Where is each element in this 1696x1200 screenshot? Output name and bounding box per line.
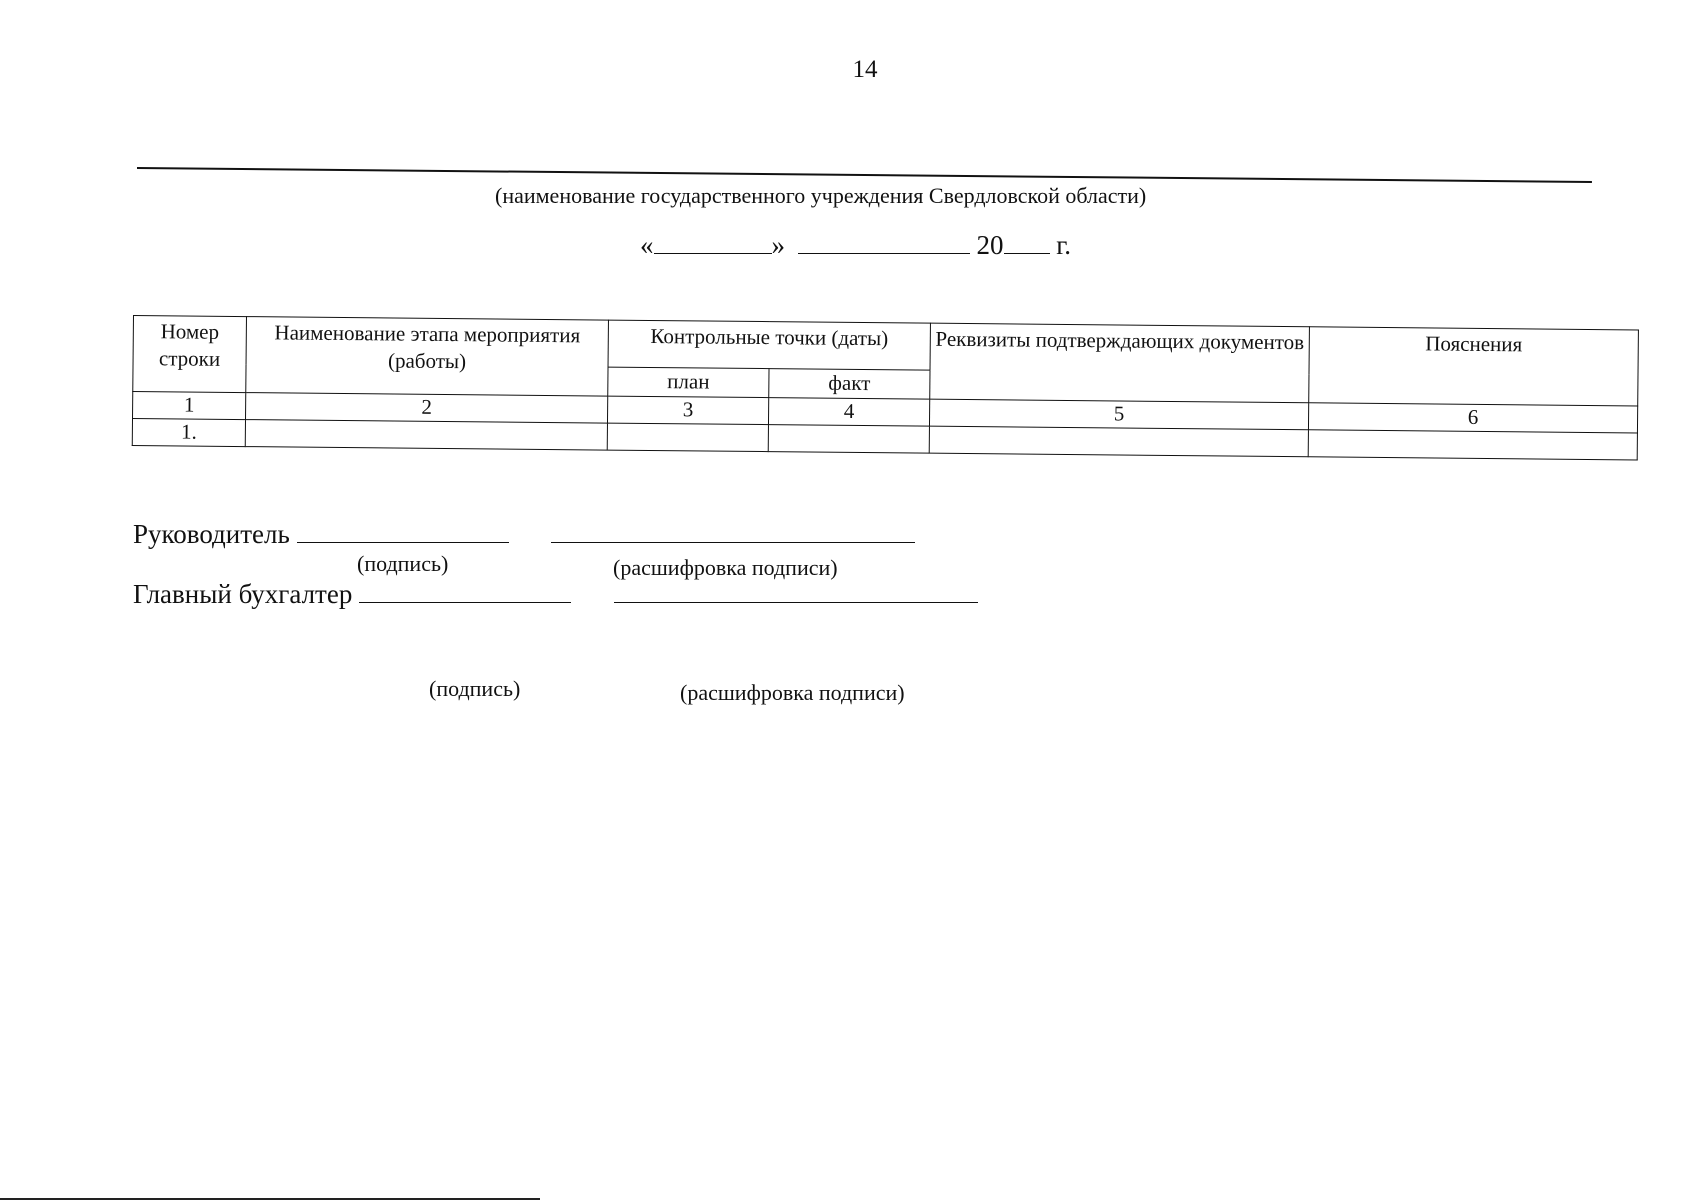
- head-signature-caption: (подпись): [357, 551, 449, 576]
- date-open-quote: «: [640, 230, 654, 260]
- cell-plan[interactable]: [607, 423, 768, 452]
- head-label: Руководитель: [133, 519, 290, 549]
- column-number: 6: [1308, 403, 1637, 433]
- organization-caption: (наименование государственного учреждения Свердловской области): [495, 183, 1147, 208]
- accountant-signature-caption: (подпись): [429, 676, 521, 701]
- month-blank: [798, 231, 970, 254]
- cell-notes[interactable]: [1308, 430, 1637, 460]
- head-signature-blank: [297, 518, 509, 543]
- header-fact: факт: [769, 369, 930, 400]
- accountant-signature-line: [133, 578, 978, 610]
- header-row-number: Номер строки: [133, 316, 247, 393]
- column-number: 4: [768, 398, 929, 427]
- date-line: [640, 230, 1071, 261]
- accountant-label: Главный бухгалтер: [133, 579, 353, 609]
- header-plan: план: [608, 367, 769, 398]
- report-table: [132, 315, 1639, 460]
- year-blank: [1004, 231, 1050, 254]
- head-signature-line: [133, 518, 915, 550]
- day-blank: [654, 231, 772, 254]
- header-row-1: [133, 316, 1638, 377]
- header-notes: Пояснения: [1309, 327, 1639, 406]
- page-number: 14: [852, 56, 878, 83]
- report-table-wrapper: [132, 315, 1638, 460]
- year-suffix: г.: [1056, 230, 1072, 260]
- header-stage-name: Наименование этапа мероприятия (работы): [246, 317, 609, 396]
- header-documents: Реквизиты подтверждающих документов: [930, 323, 1310, 403]
- cell-fact[interactable]: [768, 425, 929, 454]
- header-checkpoints: Контрольные точки (даты): [608, 320, 930, 370]
- head-decoding-blank: [551, 518, 915, 543]
- cell-documents[interactable]: [929, 426, 1308, 457]
- column-number: 5: [929, 399, 1308, 430]
- accountant-decoding-caption: (расшифровка подписи): [680, 680, 905, 705]
- column-number: 1: [133, 392, 246, 420]
- column-number: 2: [246, 393, 608, 423]
- year-prefix: 20: [976, 230, 1004, 260]
- organization-name-line: [137, 167, 1592, 183]
- head-decoding-caption: (расшифровка подписи): [613, 555, 838, 580]
- cell-row-number: 1.: [132, 419, 245, 447]
- column-number: 3: [607, 396, 768, 425]
- accountant-decoding-blank: [614, 578, 978, 603]
- date-close-quote: »: [771, 230, 785, 260]
- cell-stage-name[interactable]: [245, 420, 607, 450]
- accountant-signature-blank: [359, 578, 571, 603]
